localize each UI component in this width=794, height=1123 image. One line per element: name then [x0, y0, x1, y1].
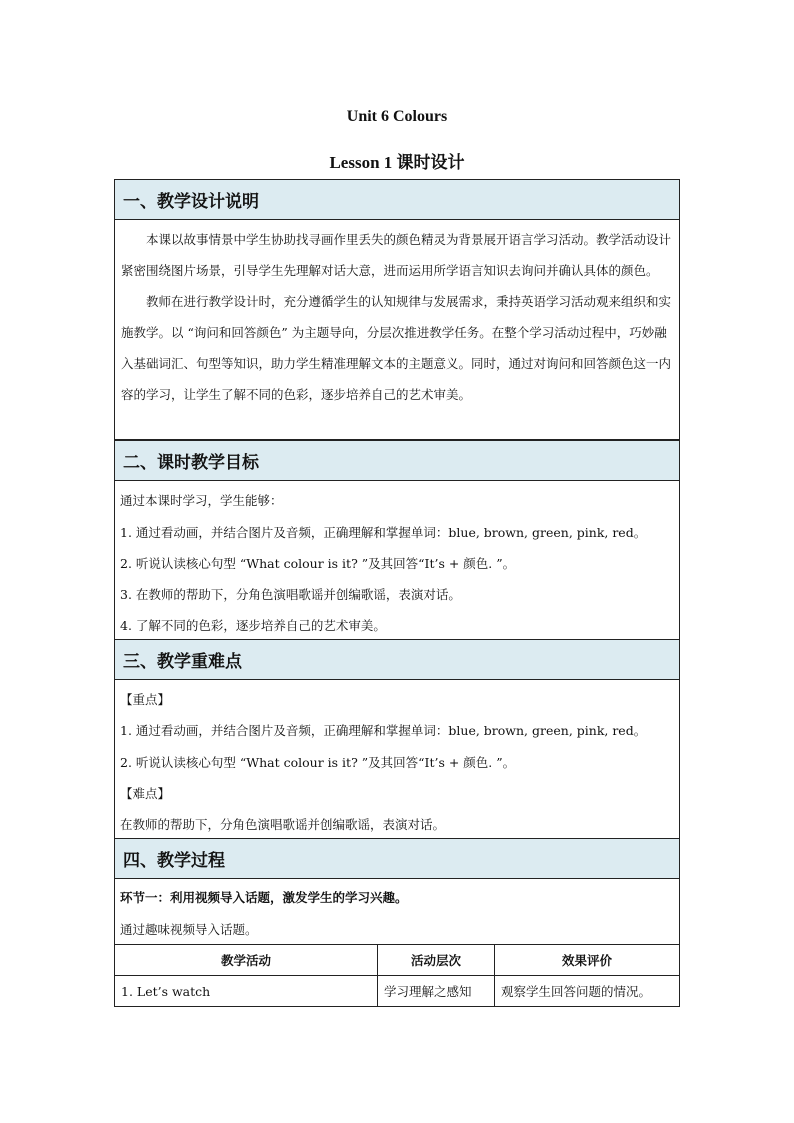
table-header: 效果评价 [495, 945, 680, 976]
table-row [115, 976, 680, 1007]
lesson-title: Lesson 1 课时设计 [329, 153, 465, 172]
difficulty-item: 在教师的帮助下，分角色演唱歌谣并创编歌谣，表演对话。 [120, 817, 446, 832]
section-heading: 三、教学重难点 [115, 640, 679, 680]
section-heading: 二、课时教学目标 [115, 441, 679, 481]
section-design-description [114, 179, 680, 440]
paragraph: 教师在进行教学设计时，充分遵循学生的认知规律与发展需求，秉持英语学习活动观来组织和实施教学。以 “询问和回答颜色” 为主题导向，分层次推进教学任务。在整个学习活动过程中，巧妙融入基础词汇、句型等知识，助力学生精准理解文本的主题意义。同时，通过对询问和回答颜色这一内容的学习，让学生了解不同的色彩，逐步培养自己的艺术审美。 [121, 294, 672, 402]
objective-item: 2. 听说认读核心句型 “What colour is it? ”及其回答“It’s + 颜色. ”。 [120, 556, 516, 571]
table-cell: 1. Let’s watch [115, 976, 378, 1007]
document-title: Unit 6 Colours [346, 108, 448, 125]
paragraph: 本课以故事情景中学生协助找寻画作里丢失的颜色精灵为背景展开语言学习活动。教学活动设计紧密围绕图片场景，引导学生先理解对话大意，进而运用所学语言知识去询问并确认具体的颜色。 [121, 232, 672, 278]
objective-item: 3. 在教师的帮助下，分角色演唱歌谣并创编歌谣，表演对话。 [120, 587, 461, 602]
stage-description: 通过趣味视频导入话题。 [120, 922, 258, 937]
table-cell: 学习理解之感知 [378, 976, 495, 1007]
activity-table [114, 944, 680, 1007]
table-header: 教学活动 [115, 945, 378, 976]
key-point-item: 1. 通过看动画，并结合图片及音频，正确理解和掌握单词：blue, brown, green, pink, red。 [120, 723, 647, 738]
table-header-row [115, 945, 680, 976]
table-cell: 观察学生回答问题的情况。 [495, 976, 680, 1007]
section-key-points [114, 639, 680, 839]
key-point-label: 【重点】 [120, 692, 171, 707]
difficulty-label: 【难点】 [120, 786, 171, 801]
section-heading: 四、教学过程 [115, 839, 679, 879]
table-header: 活动层次 [378, 945, 495, 976]
key-point-item: 2. 听说认读核心句型 “What colour is it? ”及其回答“It’s + 颜色. ”。 [120, 755, 516, 770]
stage-title: 环节一：利用视频导入话题，激发学生的学习兴趣。 [120, 890, 408, 905]
objective-item: 1. 通过看动画，并结合图片及音频，正确理解和掌握单词：blue, brown, green, pink, red。 [120, 525, 647, 540]
objective-item: 4. 了解不同的色彩，逐步培养自己的艺术审美。 [120, 618, 386, 633]
section-heading: 一、教学设计说明 [115, 180, 679, 220]
objective-intro: 通过本课时学习，学生能够： [120, 493, 283, 508]
